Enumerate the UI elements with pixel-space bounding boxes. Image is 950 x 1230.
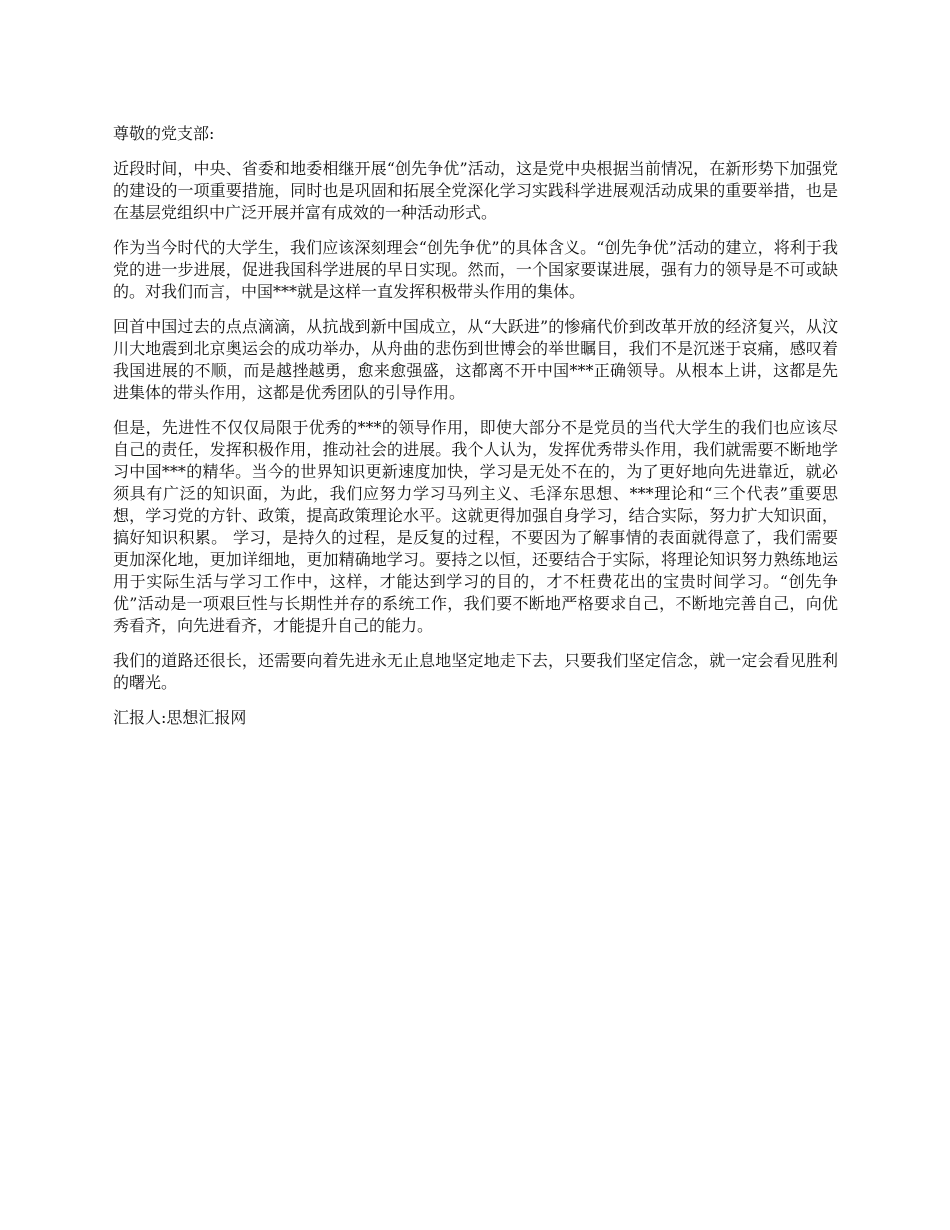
paragraph-1: 近段时间，中央、省委和地委相继开展“创先争优”活动，这是党中央根据当前情况，在新形势下加强党的建设的一项重要措施，同时也是巩固和拓展全党深化学习实践科学进展观活动成果的重要举措，也是在基层党组织中广泛开展并富有成效的一种活动形式。 (113, 159, 838, 222)
paragraph-3: 回首中国过去的点点滴滴，从抗战到新中国成立，从“大跃进”的惨痛代价到改革开放的经济复兴，从汶川大地震到北京奥运会的成功举办，从舟曲的悲伤到世博会的举世瞩目，我们不是沉迷于哀痛，感叹着我国进展的不顺，而是越挫越勇，愈来愈强盛，这都离不开中国***正确领导。从根本上讲，这都是先进集体的带头作用，这都是优秀团队的引导作用。 (113, 317, 838, 402)
document-page (113, 123, 838, 742)
paragraph-2: 作为当今时代的大学生，我们应该深刻理会“创先争优”的具体含义。“创先争优”活动的建立，将利于我党的进一步进展，促进我国科学进展的早日实现。然而，一个国家要谋进展，强有力的领导是不可或缺的。对我们而言，中国***就是这样一直发挥积极带头作用的集体。 (113, 238, 838, 301)
paragraph-5: 我们的道路还很长，还需要向着先进永无止息地坚定地走下去，只要我们坚定信念，就一定会看见胜利的曙光。 (113, 651, 838, 692)
paragraph-4: 但是，先进性不仅仅局限于优秀的***的领导作用，即使大部分不是党员的当代大学生的我们也应该尽自己的责任，发挥积极作用，推动社会的进展。我个人认为，发挥优秀带头作用，我们就需要不断地学习中国***的精华。当今的世界知识更新速度加快，学习是无处不在的，为了更好地向先进靠近，就必须具有广泛的知识面，为此，我们应努力学习马列主义、毛泽东思想、***理论和“三个代表”重要思想，学习党的方针、政策，提高政策理论水平。这就更得加强自身学习，结合实际，努力扩大知识面，搞好知识积累。 学习，是持久的过程，是反复的过程，不要因为了解事情的表面就得意了，我们需要更加深化地，更加详细地，更加精确地学习。要持之以恒，还要结合于实际，将理论知识努力熟练地运用于实际生活与学习工作中，这样，才能达到学习的目的，才不枉费花出的宝贵时间学习。“创先争优”活动是一项艰巨性与长期性并存的系统工作，我们要不断地严格要求自己，不断地完善自己，向优秀看齐，向先进看齐，才能提升自己的能力。 (113, 418, 838, 635)
signature: 汇报人:思想汇报网 (113, 708, 247, 727)
salutation: 尊敬的党支部: (113, 124, 215, 143)
